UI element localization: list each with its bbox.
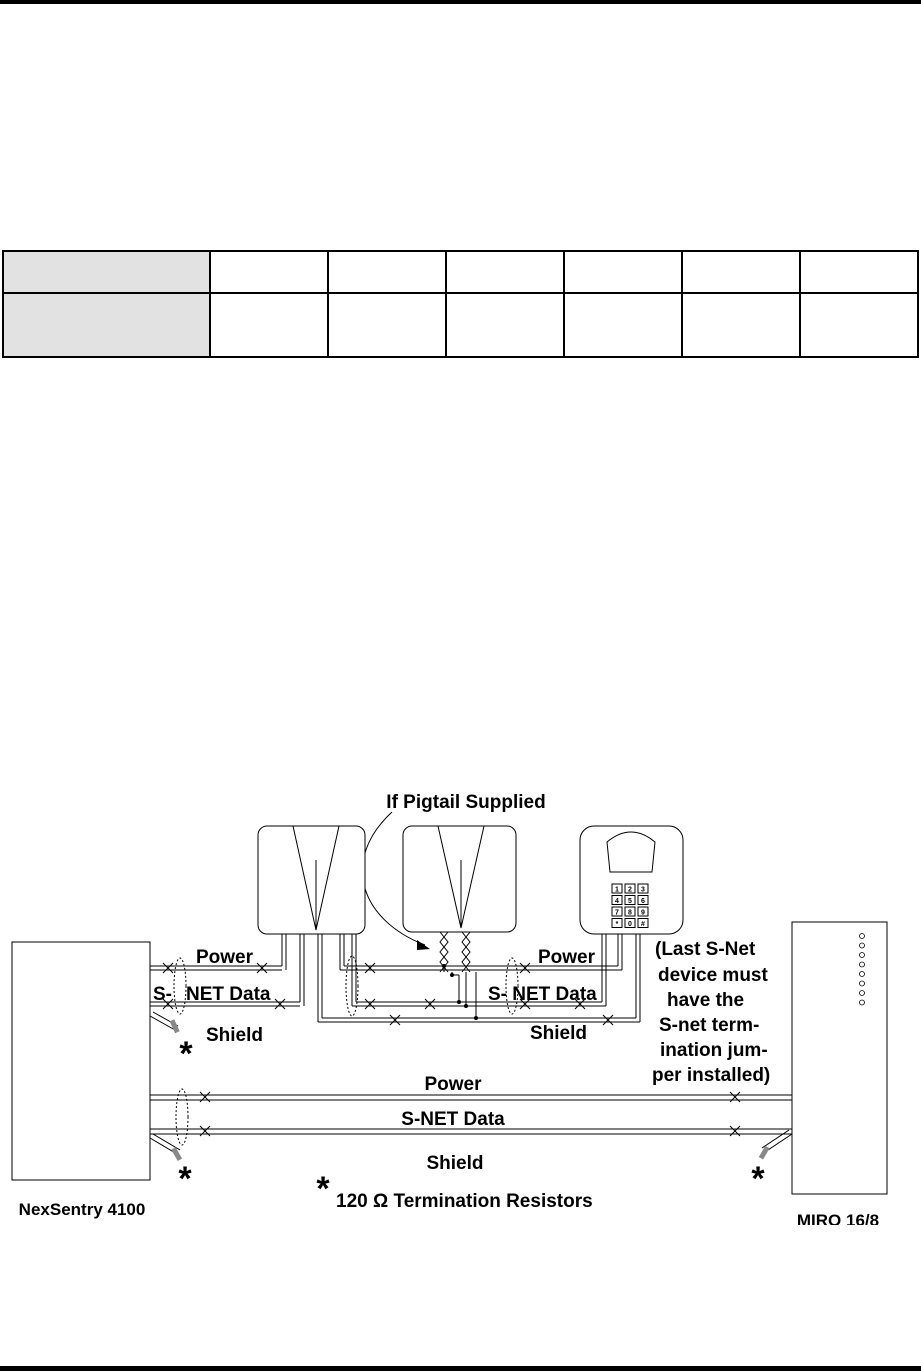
upper-bus-marks — [442, 964, 478, 1020]
keypad-reader — [580, 826, 683, 934]
spec-table — [2, 250, 919, 358]
led-indicator — [860, 943, 865, 948]
trunk-shield-label: Shield — [426, 1153, 484, 1174]
table-cell — [446, 251, 564, 293]
table-cell — [328, 293, 446, 357]
table-cell — [682, 251, 800, 293]
keypad-key-label: 1 — [615, 886, 619, 894]
led-indicator — [860, 962, 865, 967]
table-cell — [564, 293, 682, 357]
keypad-key-label: 6 — [641, 898, 645, 905]
svg-text:(Last S-Net: (Last S-Net — [655, 939, 756, 960]
io-module-box — [792, 922, 887, 1194]
table-header-cell — [3, 251, 210, 293]
last-device-note — [652, 939, 770, 1086]
table-row — [3, 293, 918, 357]
trunk-data-label: S-NET Data — [401, 1109, 505, 1130]
table-cell — [328, 251, 446, 293]
shield-label-2: Shield — [530, 1023, 588, 1044]
table-cell — [210, 293, 328, 357]
led-indicator — [860, 981, 865, 986]
power-label-2: Power — [538, 947, 596, 968]
led-indicator — [860, 972, 865, 977]
keypad-key-label: 5 — [628, 898, 632, 905]
keypad-key-label: # — [641, 921, 645, 928]
table-cell — [210, 251, 328, 293]
power-label-1: Power — [196, 947, 254, 968]
keypad-key-label: 4 — [615, 898, 619, 905]
svg-text:device must: device must — [658, 965, 768, 986]
svg-text:per installed): per installed) — [652, 1065, 771, 1086]
keypad-key-label: 8 — [628, 909, 632, 917]
pigtail-arrowhead — [417, 940, 430, 950]
shield-label-1: Shield — [206, 1025, 264, 1046]
termination-resistor-left — [171, 1147, 182, 1161]
table-row — [3, 251, 918, 293]
table-cell — [682, 293, 800, 357]
snet-prefix-label: S- — [153, 984, 172, 1005]
card-reader-2 — [403, 826, 516, 932]
asterisk-left: * — [178, 1160, 192, 1198]
card-reader-1 — [258, 826, 365, 934]
table-cell — [800, 293, 918, 357]
io-module-label: MIRO 16/8 — [796, 1211, 880, 1225]
controller-box — [12, 942, 150, 1180]
pigtail-note: If Pigtail Supplied — [386, 792, 546, 813]
table-cell — [446, 293, 564, 357]
snet-data-label-2: S- NET Data — [488, 984, 597, 1005]
trunk-power-label: Power — [424, 1074, 482, 1095]
svg-text:have the: have the — [667, 990, 745, 1011]
keypad-key-label: 0 — [628, 921, 632, 928]
led-indicator — [860, 934, 865, 939]
asterisk-right: * — [751, 1160, 765, 1198]
led-indicator — [860, 953, 865, 958]
keypad-key-label: * — [615, 921, 619, 928]
resistor-legend-label: 120 Ω Termination Resistors — [336, 1191, 593, 1212]
table-cell — [800, 251, 918, 293]
keypad-key-label: 9 — [641, 909, 645, 917]
keypad-key-label: 3 — [641, 886, 645, 894]
led-indicator — [860, 1000, 865, 1005]
asterisk-legend: * — [316, 1170, 330, 1208]
svg-text:S-net term-: S-net term- — [659, 1015, 760, 1036]
termination-resistor-right — [759, 1146, 770, 1160]
table-cell — [564, 251, 682, 293]
bottom-rule — [0, 1366, 921, 1371]
table-header-cell — [3, 293, 210, 357]
keypad-key-label: 2 — [628, 886, 632, 894]
svg-text:ination jum-: ination jum- — [660, 1040, 768, 1061]
keypad-key-label: 7 — [615, 909, 619, 917]
top-rule — [0, 0, 921, 4]
pigtail-twisted-pairs — [440, 932, 476, 1018]
termination-resistor-upper — [170, 1019, 180, 1033]
wiring-diagram — [0, 780, 921, 1225]
asterisk-upper: * — [179, 1035, 193, 1073]
led-indicator — [860, 991, 865, 996]
snet-data-label-1: NET Data — [186, 984, 271, 1005]
controller-label: NexSentry 4100 — [18, 1200, 146, 1219]
